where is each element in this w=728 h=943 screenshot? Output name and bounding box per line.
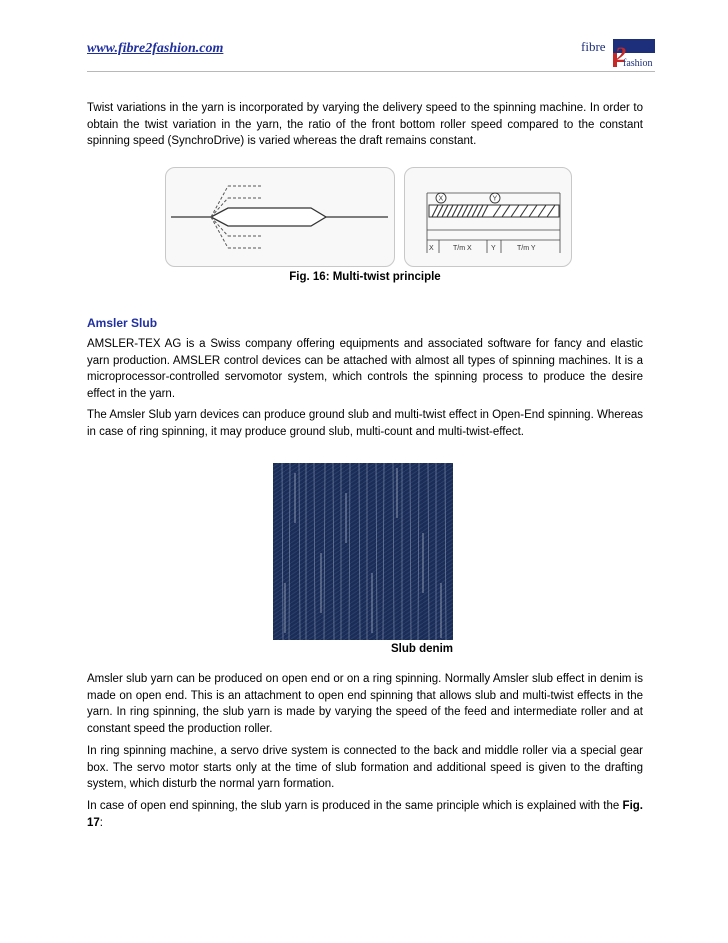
header-divider — [87, 71, 655, 72]
multi-twist-diagram-left — [165, 167, 395, 267]
site-link[interactable]: www.fibre2fashion.com — [87, 41, 224, 56]
logo-text-bottom: fashion — [623, 58, 653, 68]
intro-paragraph: Twist variations in the yarn is incorporated by varying the delivery speed to the spinning machine. In order to obtain the twist variation in the yarn, the ratio of the front bottom roller speed compared to the constant spinning speed (SynchroDrive) is varied whereas the draft remains constant. — [87, 102, 643, 148]
table-label-tmx: T/m X — [453, 245, 472, 252]
section-heading: Amsler Slub — [87, 316, 158, 330]
logo-numeral: 2 — [615, 42, 626, 67]
amsler-paragraph-5 — [87, 798, 643, 831]
table-label-x: X — [429, 245, 434, 252]
table-label-y: Y — [491, 245, 496, 252]
fibre2fashion-logo — [579, 38, 655, 68]
logo-text-top: fibre — [581, 39, 606, 54]
paragraph-5-text: In case of open end spinning, the slub yarn is produced in the same principle which is explained with the — [87, 800, 623, 812]
slub-denim-image — [273, 463, 453, 640]
multi-twist-diagram-right — [404, 167, 572, 267]
amsler-paragraph-1: AMSLER-TEX AG is a Swiss company offering equipments and associated software for fancy and elastic yarn production. AMSLER control devices can be attached with almost all types of spinning machines. It is a microprocessor-controlled servomotor system, which controls the spinning process to produce the desire effect in the yarn. — [87, 338, 643, 400]
amsler-paragraph-4: In ring spinning machine, a servo drive system is connected to the back and middle roller via a special gear box. The servo motor starts only at the time of slub formation and additional speed is given to the drafting system, which disturb the normal yarn formation. — [87, 745, 643, 791]
amsler-paragraph-3: Amsler slub yarn can be produced on open end or on a ring spinning. Normally Amsler slub effect in denim is made on open end. This is an attachment to open end spinning that allows slub and multi-twist effects in the yarn. In ring spinning, the slub yarn is made by varying the speed of the feed and intermediate roller and at constant speed the production roller. — [87, 673, 643, 735]
marker-y-label: Y — [492, 195, 498, 203]
paragraph-5-suffix: : — [99, 816, 103, 829]
figure-16-caption: Fig. 16: Multi-twist principle — [289, 271, 441, 283]
table-label-tmy: T/m Y — [517, 245, 536, 252]
denim-caption: Slub denim — [391, 643, 453, 655]
fig-17-reference: Fig. 17 — [87, 800, 643, 829]
marker-x-label: X — [438, 195, 444, 203]
amsler-paragraph-2: The Amsler Slub yarn devices can produce ground slub and multi-twist effect in Open-End spinning. Whereas in case of ring spinning, it may produce ground slub, multi-count and multi-twist-effect. — [87, 409, 643, 438]
